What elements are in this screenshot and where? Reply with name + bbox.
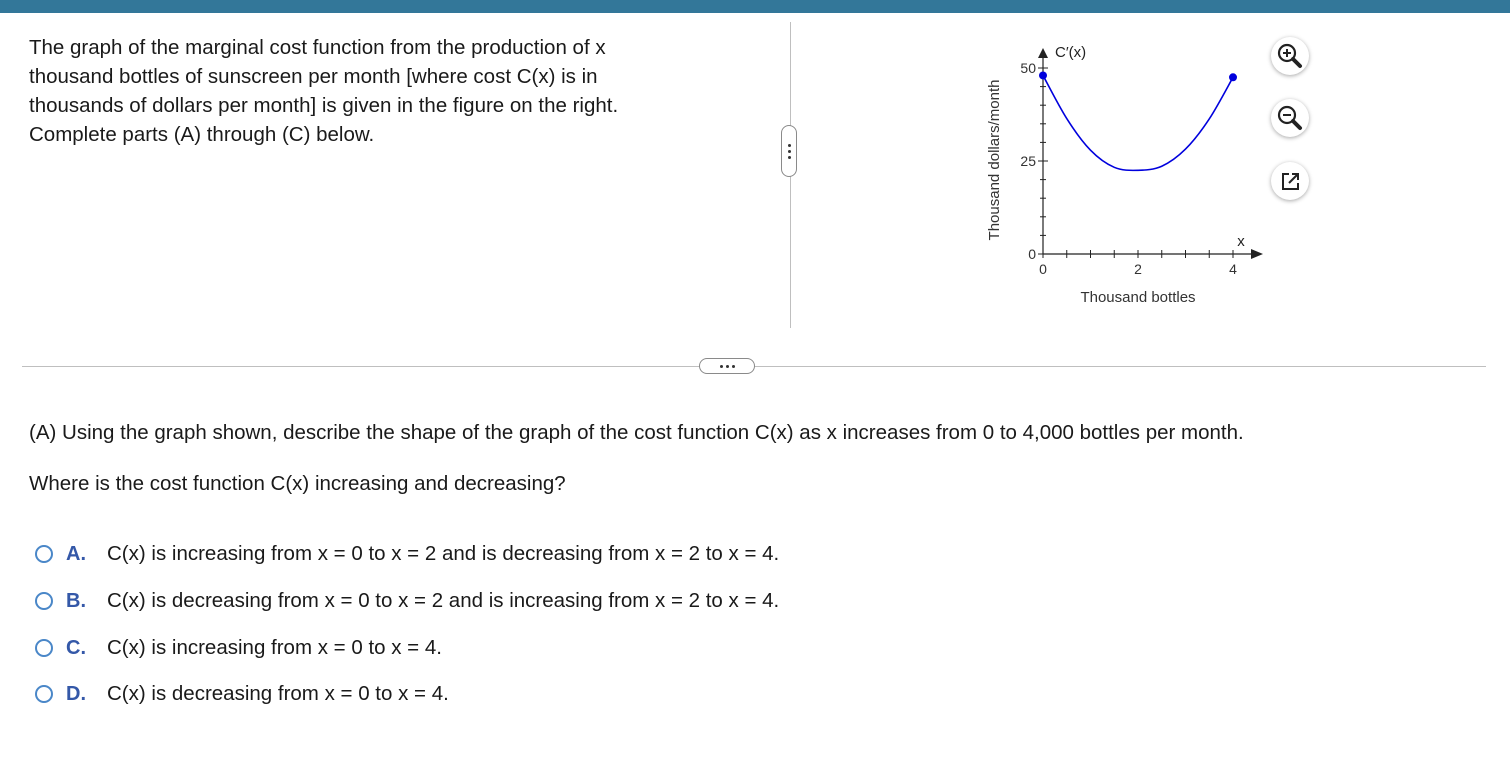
option-text: C(x) is decreasing from x = 0 to x = 2 and is increasing from x = 2 to x = 4. xyxy=(107,589,780,612)
problem-intro xyxy=(29,33,749,149)
marginal-cost-chart xyxy=(975,30,1275,320)
x-axis-arrow xyxy=(1251,249,1263,259)
handle-dot xyxy=(720,365,723,368)
x-tick-label: 2 xyxy=(1134,261,1142,277)
x-tick-label: 4 xyxy=(1229,261,1237,277)
option-letter: A. xyxy=(66,542,86,565)
part-a-prompt: (A) Using the graph shown, describe the shape of the graph of the cost function C(x) as x increases from 0 to 4,000 bottles per month. xyxy=(29,421,1244,444)
option-d[interactable] xyxy=(35,680,449,708)
popout-icon xyxy=(1271,162,1309,200)
zoom-in-icon xyxy=(1271,37,1309,75)
marginal-cost-curve xyxy=(1043,75,1233,170)
y-tick-label: 50 xyxy=(1020,60,1036,76)
option-text: C(x) is increasing from x = 0 to x = 2 and is decreasing from x = 2 to x = 4. xyxy=(107,542,780,565)
radio-button[interactable] xyxy=(35,685,53,703)
option-b[interactable] xyxy=(35,587,779,615)
handle-dot xyxy=(788,156,791,159)
radio-button[interactable] xyxy=(35,592,53,610)
y-axis-arrow xyxy=(1038,48,1048,58)
option-a[interactable] xyxy=(35,540,779,568)
option-text: C(x) is decreasing from x = 0 to x = 4. xyxy=(107,682,449,705)
handle-dot xyxy=(788,150,791,153)
x-axis-label: Thousand bottles xyxy=(1080,289,1196,306)
y-tick-label: 25 xyxy=(1020,153,1036,169)
intro-line: thousand bottles of sunscreen per month [where cost C(x) is in xyxy=(29,65,598,88)
endpoint-dot xyxy=(1039,71,1047,79)
radio-button[interactable] xyxy=(35,545,53,563)
x-tick-label: 0 xyxy=(1039,261,1047,277)
vertical-resize-handle[interactable] xyxy=(781,125,797,177)
endpoint-dot xyxy=(1229,73,1237,81)
handle-dot xyxy=(732,365,735,368)
part-a-question: Where is the cost function C(x) increasing and decreasing? xyxy=(29,472,566,495)
top-bar xyxy=(0,0,1510,13)
zoom-in-button[interactable] xyxy=(1271,37,1309,75)
option-letter: D. xyxy=(66,682,86,705)
y-tick-label: 0 xyxy=(1028,246,1036,262)
zoom-out-button[interactable] xyxy=(1271,99,1309,137)
intro-line: Complete parts (A) through (C) below. xyxy=(29,123,375,146)
zoom-out-icon xyxy=(1271,99,1309,137)
popout-button[interactable] xyxy=(1271,162,1309,200)
option-text: C(x) is increasing from x = 0 to x = 4. xyxy=(107,636,442,659)
option-letter: C. xyxy=(66,636,86,659)
handle-dot xyxy=(788,144,791,147)
y-axis-label: Thousand dollars/month xyxy=(986,79,1003,241)
radio-button[interactable] xyxy=(35,639,53,657)
horizontal-resize-handle[interactable] xyxy=(699,358,755,374)
option-c[interactable] xyxy=(35,634,442,662)
x-axis-name: x xyxy=(1237,233,1245,250)
intro-line: thousands of dollars per month] is given in the figure on the right. xyxy=(29,94,619,117)
intro-line: The graph of the marginal cost function from the production of x xyxy=(29,36,606,59)
function-label: C′(x) xyxy=(1055,44,1087,61)
handle-dot xyxy=(726,365,729,368)
option-letter: B. xyxy=(66,589,86,612)
